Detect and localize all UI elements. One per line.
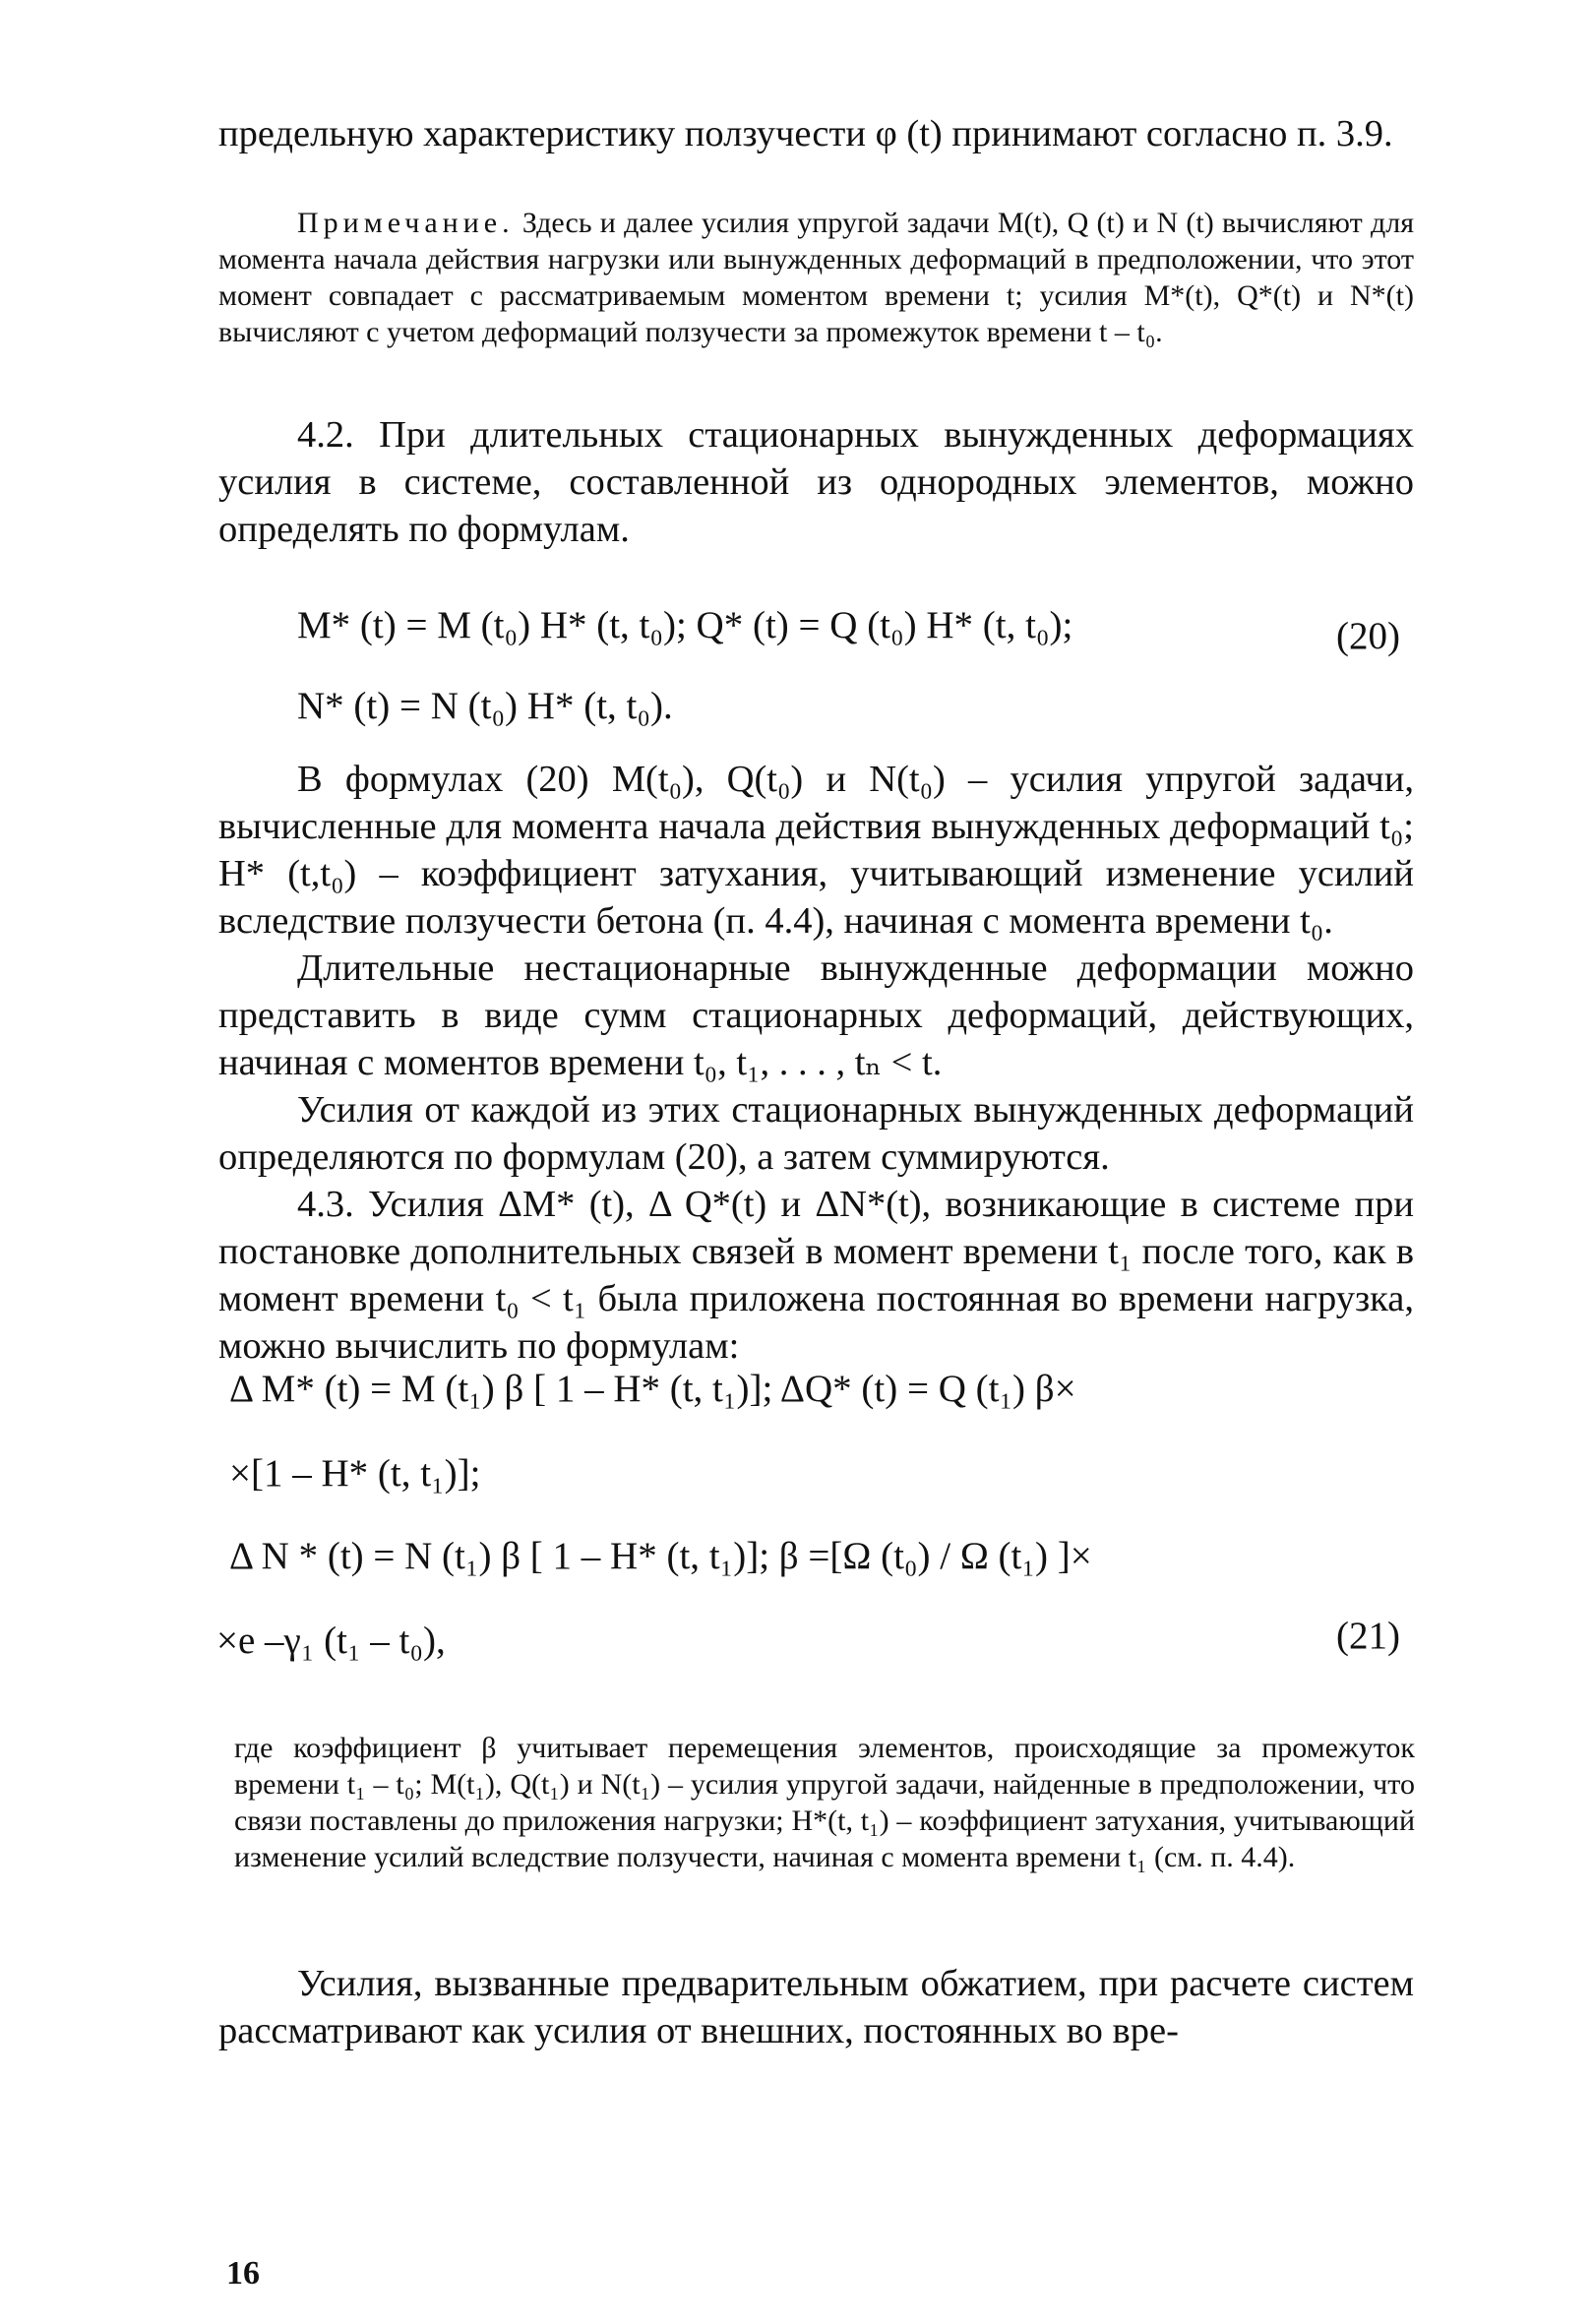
final-paragraph: Усилия, вызванные предварительным обжатием, при расчете систем рассматривают как усилия от внешних, постоянных во вре- [218, 1963, 1414, 2051]
note-text: Здесь и далее усилия упругой задачи M(t), Q (t) и N (t) вычисляют для момента начала действия нагрузки или вынужденных деформаций в предположении, что этот момент совпадает с рассматриваемым моментом времени t; усилия M*(t), Q*(t) и N*(t) вычисляют с учетом деформаций ползучести за промежуток времени t – t₀. [218, 207, 1414, 348]
text-after-formula-20 [218, 756, 1414, 1370]
top-paragraph: предельную характеристику ползучести φ (t) принимают согласно п. 3.9. [218, 113, 1393, 154]
paragraph-formula-20-explanation: В формулах (20) M(t₀), Q(t₀) и N(t₀) – усилия упругой задачи, вычисленные для момента начала действия вынужденных деформаций t₀; H* (t,t₀) – коэффициент затухания, учитывающий изменение усилий вследствие ползучести бетона (п. 4.4), начиная с момента времени t₀. [218, 759, 1414, 942]
section-4-2-paragraph: 4.2. При длительных стационарных вынужденных деформациях усилия в системе, составленной из однородных элементов, можно определять по формулам. [218, 414, 1414, 550]
note-label: Примечание. [297, 207, 515, 239]
section-4-3-paragraph: 4.3. Усилия ΔM* (t), Δ Q*(t) и ΔN*(t), возникающие в системе при постановке дополнительных связей в момент времени t₁ после того, как в момент времени t₀ < t₁ была приложена постоянная во времени нагрузка, можно вычислить по формулам: [218, 1184, 1414, 1367]
note-block [218, 205, 1414, 350]
formula-20-line-2: N* (t) = N (t₀) H* (t, t₀). [297, 685, 673, 727]
paragraph-summation: Усилия от каждой из этих стационарных вынужденных деформаций определяются по формулам (20), а затем суммируются. [218, 1089, 1414, 1178]
formula-20-number: (20) [1336, 615, 1400, 657]
formula-21-number: (21) [1336, 1615, 1400, 1657]
formula-21-explanation: где коэффициент β учитывает перемещения элементов, происходящие за промежуток времени t₁ – t₀; M(t₁), Q(t₁) и N(t₁) – усилия упругой задачи, найденные в предположении, что связи поставлены до приложения нагрузки; H*(t, t₁) – коэффициент затухания, учитывающий изменение усилий вследствие ползучести, начиная с момента времени t₁ (см. п. 4.4). [234, 1732, 1415, 1873]
formula-21-line-2: ×[1 – H* (t, t₁)]; [229, 1452, 481, 1495]
formula-21-line-1: Δ M* (t) = M (t₁) β [ 1 – H* (t, t₁)]; ΔQ* (t) = Q (t₁) β× [229, 1368, 1076, 1410]
formula-20-line-1: M* (t) = M (t₀) H* (t, t₀); Q* (t) = Q (t₀) H* (t, t₀); [297, 604, 1073, 646]
formula-21-line-4: ×e –γ₁ (t₁ – t₀), [216, 1620, 446, 1662]
formula-21-line-3: Δ N * (t) = N (t₁) β [ 1 – H* (t, t₁)]; β =[Ω (t₀) / Ω (t₁) ]× [229, 1535, 1092, 1577]
page-number: 16 [226, 2255, 260, 2292]
paragraph-nonstationary-deformations: Длительные нестационарные вынужденные деформации можно представить в виде сумм стационарных деформаций, действующих, начиная с моментов времени t₀, t₁, . . . , tₙ < t. [218, 948, 1414, 1083]
